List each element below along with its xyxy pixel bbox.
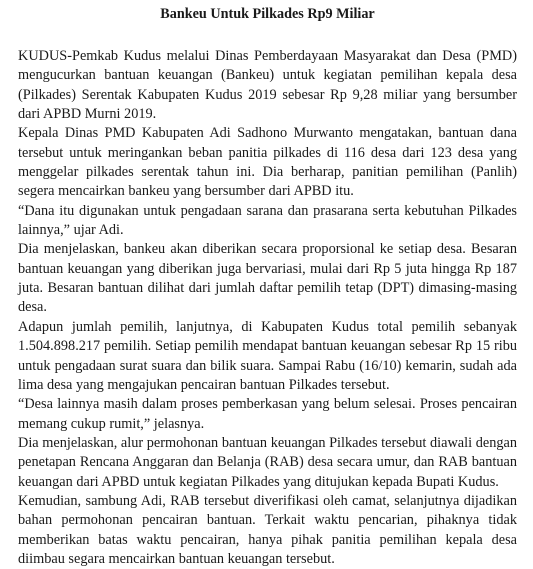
paragraph: “Desa lainnya masih dalam proses pemberkasan yang belum selesai. Proses pencairan memang cukup rumit,” jelasnya.	[18, 396, 517, 432]
paragraph: “Dana itu digunakan untuk pengadaan sarana dan prasarana serta kebutuhan Pilkades lainnya,” ujar Adi.	[18, 202, 517, 239]
paragraph: Dia menjelaskan, alur permohonan bantuan keuangan Pilkades tersebut diawali dengan penetapan Rencana Anggaran dan Belanja (RAB) desa secara umur, dan RAB bantuan keuangan dari APBD untuk kegiatan Pilkades yang ditujukan kepada Bupati Kudus.	[18, 434, 517, 490]
article-title: Bankeu Untuk Pilkades Rp9 Miliar	[160, 6, 375, 22]
paragraph: Kepala Dinas PMD Kabupaten Adi Sadhono Murwanto mengatakan, bantuan dana tersebut untuk meringankan beban panitia pilkades di 116 desa dari 123 desa yang menggelar pilkades serentak tahun ini. Dia berharap, panitian pemilihan (Panlih) segera mencairkan bankeu yang bersumber dari APBD itu.	[18, 125, 517, 200]
paragraph: Dia menjelaskan, bankeu akan diberikan secara proporsional ke setiap desa. Besaran bantuan keuangan yang diberikan juga bervariasi, mulai dari Rp 5 juta hingga Rp 187 juta. Besaran bantuan dilihat dari jumlah daftar pemilih tetap (DPT) dimasing-masing desa.	[18, 241, 517, 316]
paragraph: Adapun jumlah pemilih, lanjutnya, di Kabupaten Kudus total pemilih sebanyak 1.504.898.217 pemilih. Setiap pemilih mendapat bantuan keuangan sebesar Rp 15 ribu untuk pengadaan surat suara dan bilik suara. Sampai Rabu (16/10) kemarin, sudah ada lima desa yang mengajukan pencairan bantuan Pilkades tersebut.	[18, 318, 517, 393]
article-body	[18, 47, 517, 569]
paragraph: KUDUS-Pemkab Kudus melalui Dinas Pemberdayaan Masyarakat dan Desa (PMD) mengucurkan bantuan keuangan (Bankeu) untuk kegiatan pemilihan kepala desa (Pilkades) Serentak Kabupaten Kudus 2019 sebesar Rp 9,28 miliar yang bersumber dari APBD Murni 2019.	[18, 48, 517, 123]
paragraph: Kemudian, sambung Adi, RAB tersebut diverifikasi oleh camat, selanjutnya dijadikan bahan permohonan pencairan bantuan. Terkait waktu pencarian, pihaknya tidak memberikan batas waktu pencairan, hanya pihak panitia pemilihan kepala desa diimbau segara mencairkan bantuan keuangan tersebut.	[18, 492, 517, 567]
